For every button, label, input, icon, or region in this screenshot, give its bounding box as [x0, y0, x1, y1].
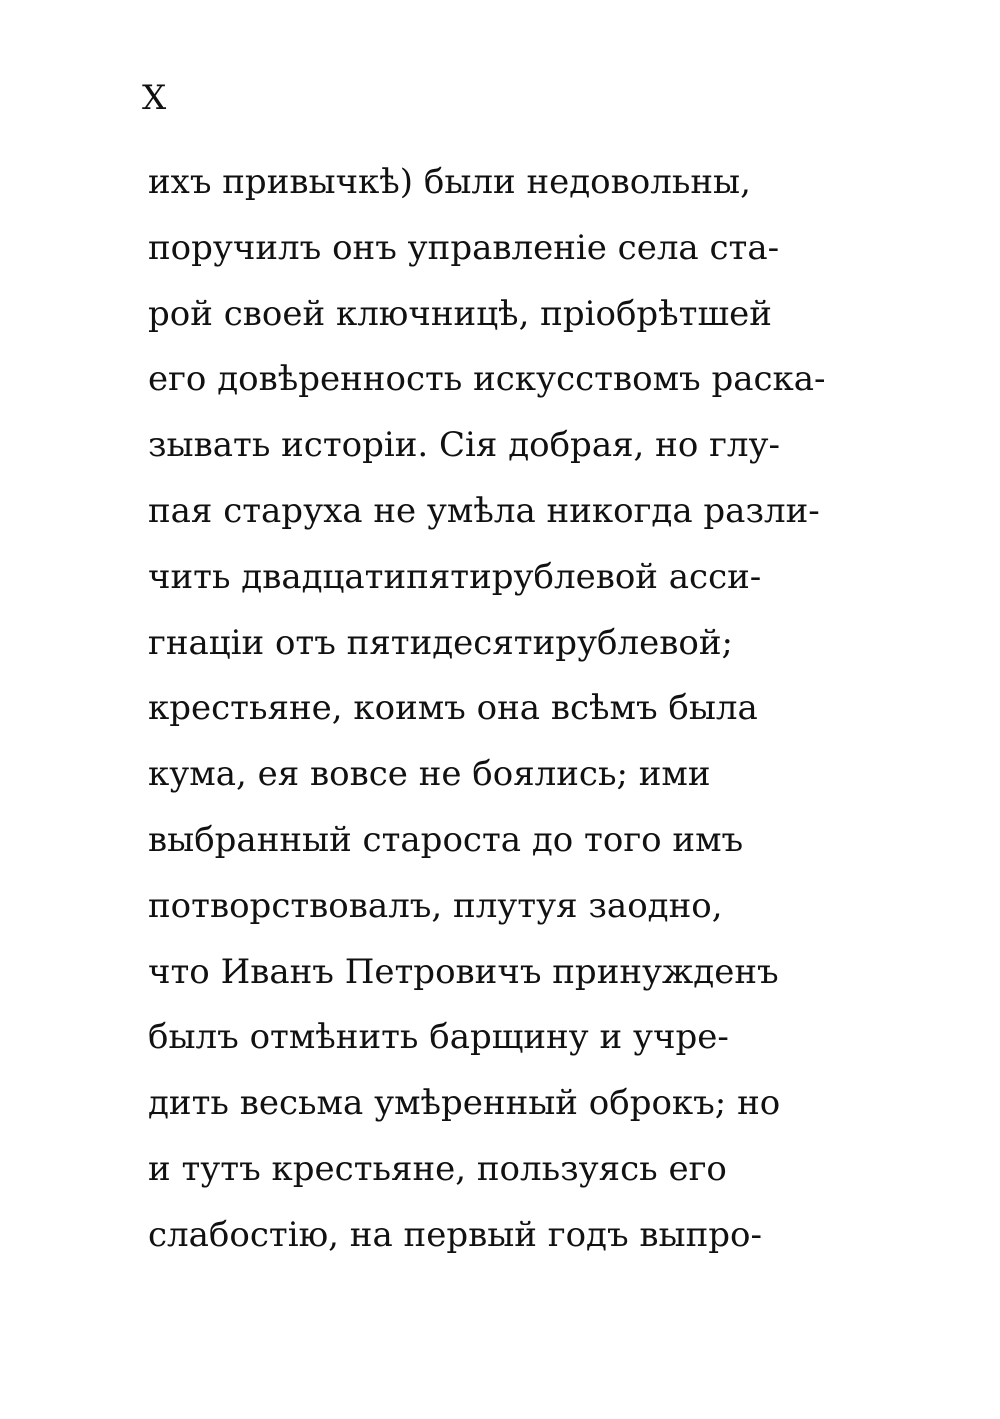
text-line: слабостію, на первый годъ выпро-: [148, 1214, 762, 1255]
text-line: потворствовалъ, плутуя заодно,: [148, 885, 723, 926]
text-line: его довѣренность искусствомъ раска-: [148, 359, 826, 400]
text-line: зывать исторіи. Сія добрая, но глу-: [148, 425, 781, 466]
text-line: чить двадцатипятирублевой асси-: [148, 556, 762, 597]
text-line: крестьяне, коимъ она всѣмъ была: [148, 688, 758, 729]
text-line: поручилъ онъ управленіе села ста-: [148, 227, 780, 268]
body-text: [148, 150, 860, 1269]
text-line: ихъ привычкѣ) были недовольны,: [148, 162, 751, 202]
text-line: дить весьма умѣренный оброкъ; но: [148, 1083, 781, 1124]
text-line: и тутъ крестьяне, пользуясь его: [148, 1148, 727, 1189]
text-line: что Иванъ Петровичъ принужденъ: [148, 951, 779, 992]
page-number: X: [142, 78, 168, 118]
text-line: былъ отмѣнить барщину и учре-: [148, 1017, 729, 1058]
text-line: выбранный староста до того имъ: [148, 819, 744, 860]
text-line: пая старуха не умѣла никогда разли-: [148, 490, 820, 531]
text-line: кума, ея вовсе не боялись; ими: [148, 754, 711, 795]
text-line: гнаціи отъ пятидесятирублевой;: [148, 622, 733, 663]
text-line: рой своей ключницѣ, пріобрѣтшей: [148, 293, 772, 334]
